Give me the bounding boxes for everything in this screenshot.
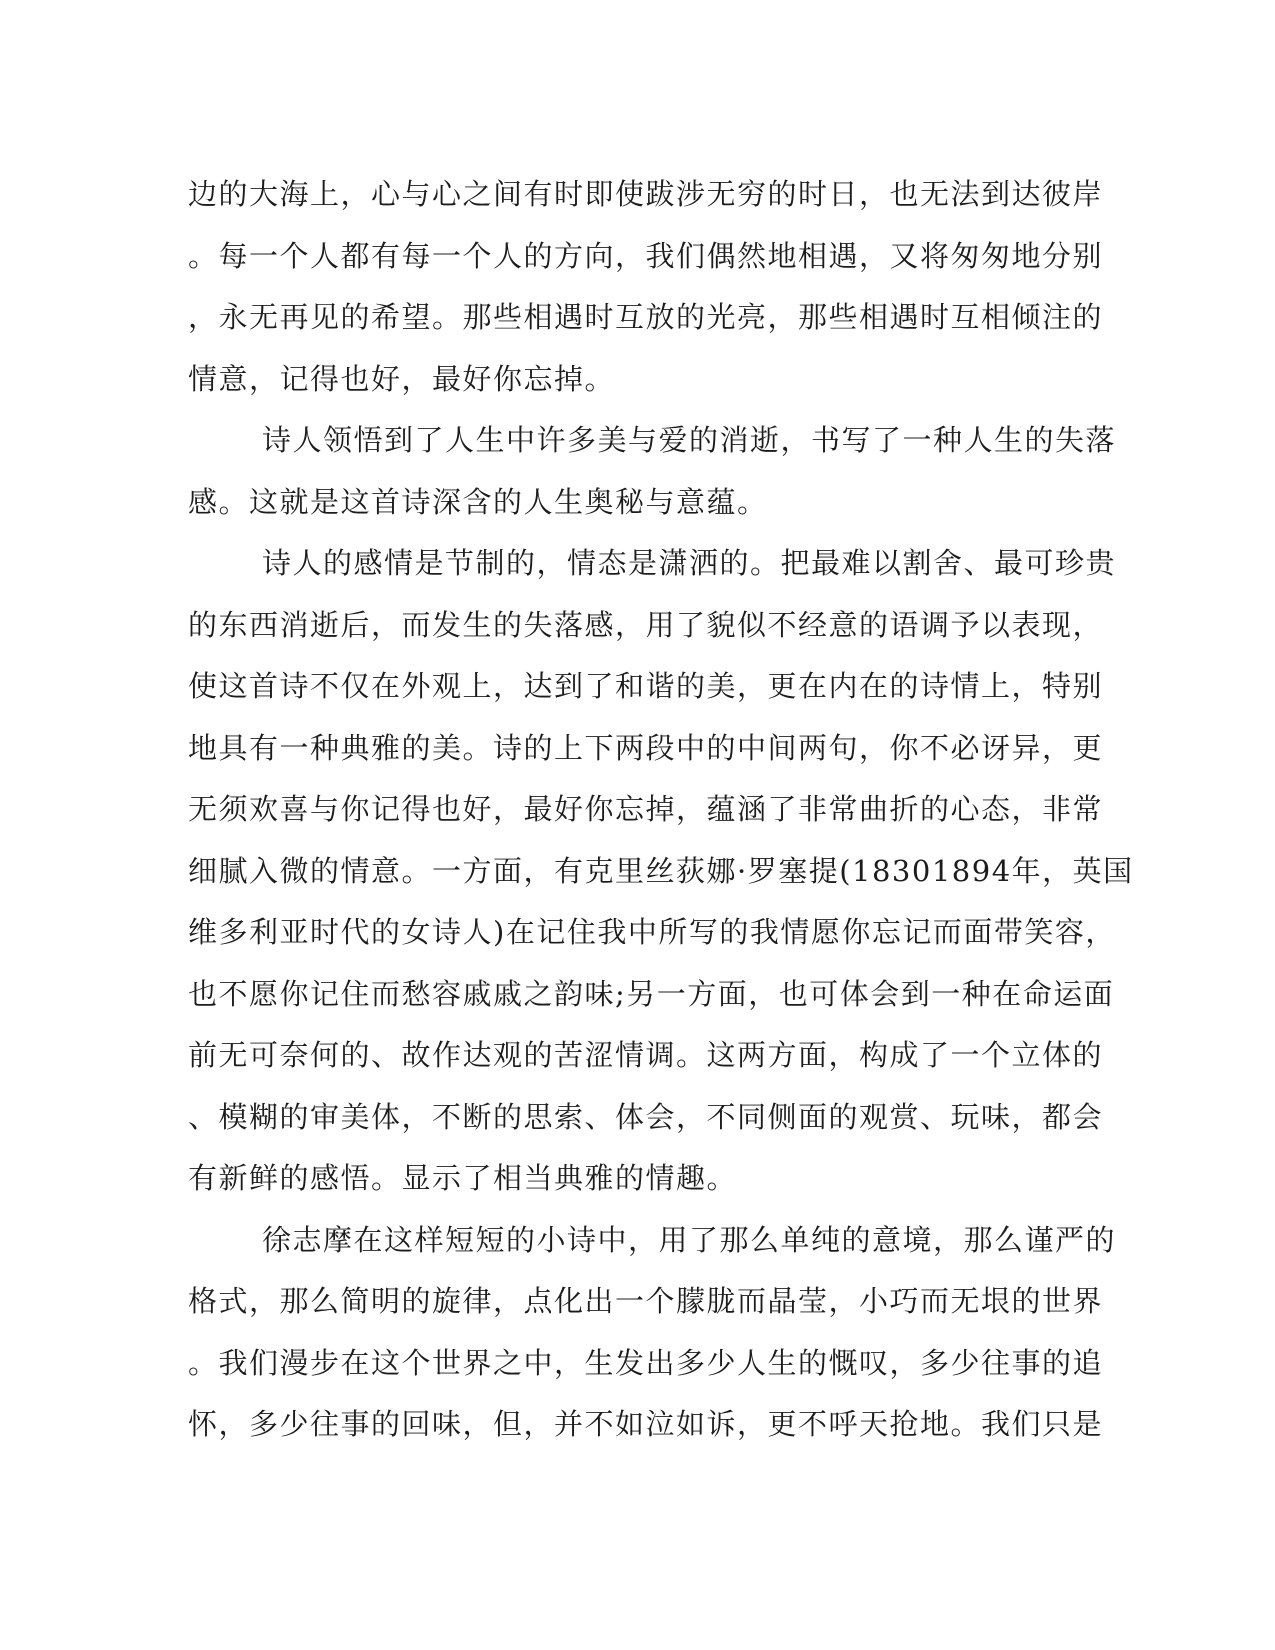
text-line: ，永无再见的希望。那些相遇时互放的光亮，那些相遇时互相倾注的 [188, 300, 1104, 334]
text-line: 怀，多少往事的回味，但，并不如泣如诉，更不呼天抢地。我们只是 [188, 1407, 1104, 1441]
text-line: 也不愿你记住而愁容戚戚之韵味;另一方面，也可体会到一种在命运面 [188, 976, 1115, 1011]
text-line: 使这首诗不仅在外观上，达到了和谐的美，更在内在的诗情上，特别 [188, 669, 1104, 703]
text-line: 的东西消逝后，而发生的失落感，用了貌似不经意的语调予以表现， [188, 607, 1104, 642]
text-line: 格式，那么简明的旋律，点化出一个朦胧而晶莹，小巧而无垠的世界 [188, 1284, 1104, 1318]
text-line: 、模糊的审美体，不断的思索、体会，不同侧面的观赏、玩味，都会 [188, 1099, 1104, 1134]
text-line: 。每一个人都有每一个人的方向，我们偶然地相遇，又将匆匆地分别 [188, 238, 1104, 273]
text-line: 无须欢喜与你记得也好，最好你忘掉，蕴涵了非常曲折的心态，非常 [188, 792, 1104, 826]
text-line: 感。这就是这首诗深含的人生奥秘与意蕴。 [188, 484, 768, 519]
text-line: 前无可奈何的、故作达观的苦涩情调。这两方面，构成了一个立体的 [188, 1038, 1104, 1072]
text-line: 维多利亚时代的女诗人)在记住我中所写的我情愿你忘记而面带笑容， [188, 915, 1116, 949]
paragraph-first-line: 诗人的感情是节制的，情态是潇洒的。把最难以割舍、最可珍贵 [262, 546, 1117, 580]
text-line: 地具有一种典雅的美。诗的上下两段中的中间两句，你不必讶异，更 [188, 730, 1104, 765]
text-line: 有新鲜的感悟。显示了相当典雅的情趣。 [188, 1161, 738, 1195]
text-line: 边的大海上，心与心之间有时即使跋涉无穷的时日，也无法到达彼岸 [188, 177, 1104, 211]
paragraph-first-line: 徐志摩在这样短短的小诗中，用了那么单纯的意境，那么谨严的 [262, 1222, 1117, 1257]
body-text [188, 164, 1134, 1456]
text-line: 情意，记得也好，最好你忘掉。 [188, 361, 616, 396]
text-line: 。我们漫步在这个世界之中，生发出多少人生的慨叹，多少往事的追 [188, 1345, 1104, 1380]
paragraph-first-line: 诗人领悟到了人生中许多美与爱的消逝，书写了一种人生的失落 [262, 423, 1117, 457]
text-line: 细腻入微的情意。一方面，有克里丝荻娜·罗塞提(18301894年，英国 [188, 853, 1134, 888]
